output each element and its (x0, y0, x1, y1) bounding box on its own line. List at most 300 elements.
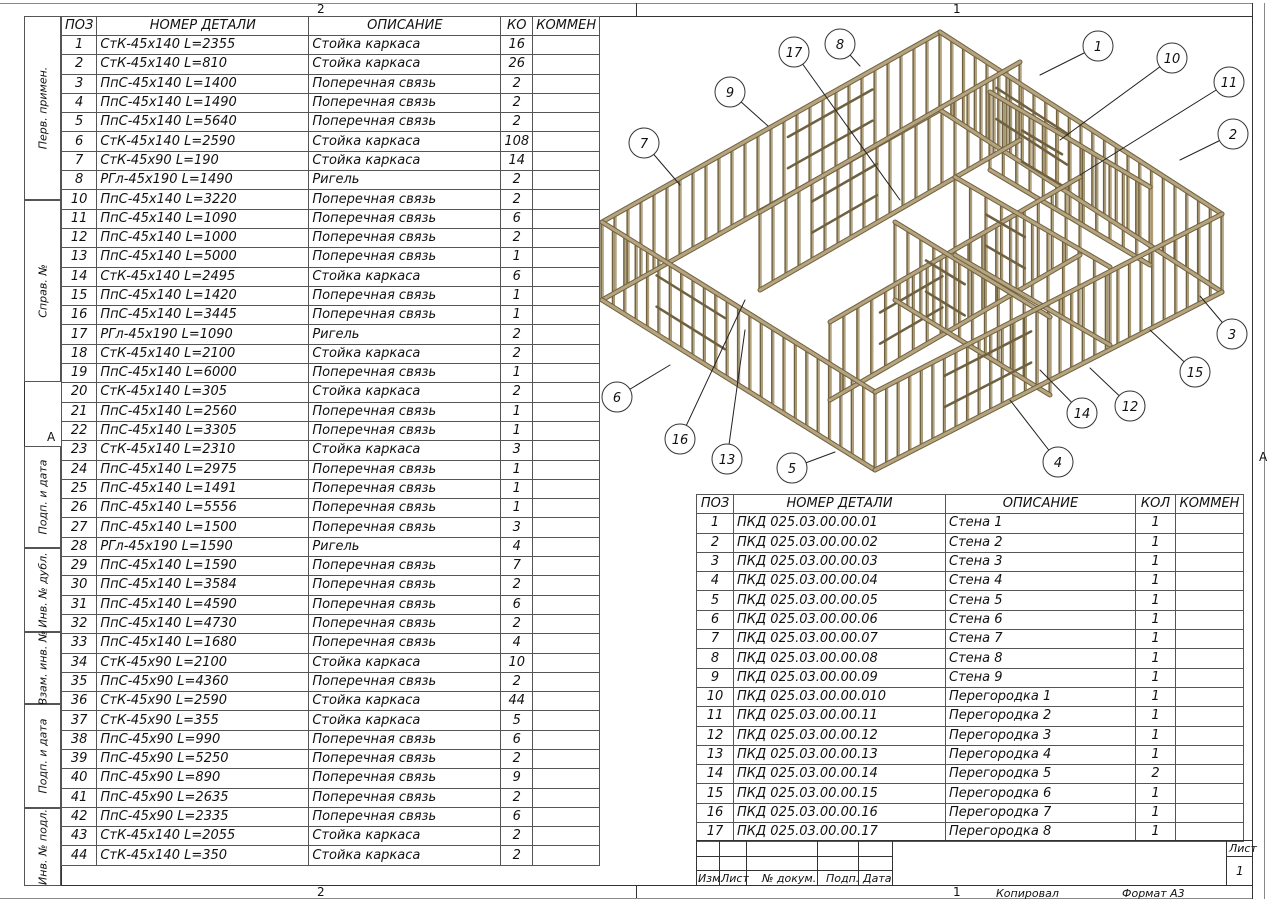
cell-description: Стена 8 (946, 649, 1136, 668)
cell-qty: 10 (501, 653, 533, 672)
cell-pos: 2 (697, 533, 734, 552)
cell-pos: 44 (62, 846, 97, 865)
cell-qty: 6 (501, 595, 533, 614)
cell-part-no: ПпС-45x140 L=3220 (97, 190, 309, 209)
cell-qty: 6 (501, 807, 533, 826)
cell-description: Стойка каркаса (309, 846, 501, 865)
cell-comment (533, 248, 600, 267)
cell-description: Стойка каркаса (309, 267, 501, 286)
side-label-ref-no: Справ. № (24, 200, 61, 382)
cell-comment (533, 132, 600, 151)
table-row (62, 711, 600, 730)
assembly-row (697, 649, 1244, 668)
cell-description: Поперечная связь (309, 248, 501, 267)
cell-description: Перегородка 3 (946, 726, 1136, 745)
table-row (62, 614, 600, 633)
cell-part-no: ПпС-45x140 L=5640 (97, 113, 309, 132)
callout-bubble (629, 128, 659, 158)
cell-comment (533, 267, 600, 286)
table-row (62, 132, 600, 151)
asm-col-description: ОПИСАНИЕ (946, 495, 1136, 514)
cell-pos: 8 (697, 649, 734, 668)
cell-qty: 44 (501, 692, 533, 711)
callout-number: 2 (1228, 128, 1238, 143)
cell-part-no: СтК-45x140 L=2055 (97, 827, 309, 846)
cell-pos: 38 (62, 730, 97, 749)
table-row (62, 479, 600, 498)
cell-qty: 2 (501, 113, 533, 132)
cell-part-no: ПпС-45x90 L=2335 (97, 807, 309, 826)
cell-description: Поперечная связь (309, 518, 501, 537)
cell-part-no: ПпС-45x140 L=1680 (97, 634, 309, 653)
callout-number: 15 (1186, 366, 1204, 381)
callout-number: 9 (725, 86, 735, 101)
zone-label-right: A (1259, 450, 1268, 464)
cell-pos: 22 (62, 421, 97, 440)
parts-table (61, 16, 600, 866)
table-row (62, 228, 600, 247)
cell-qty: 1 (1136, 572, 1176, 591)
callout-number: 12 (1121, 400, 1139, 415)
cell-description: Поперечная связь (309, 672, 501, 691)
cell-description: Стойка каркаса (309, 151, 501, 170)
cell-comment (533, 576, 600, 595)
callout-bubble (779, 37, 809, 67)
cell-qty: 1 (1136, 514, 1176, 533)
cell-qty: 1 (1136, 823, 1176, 842)
cell-description: Стойка каркаса (309, 441, 501, 460)
table-row (62, 730, 600, 749)
cell-comment (533, 171, 600, 190)
cell-description: Стена 4 (946, 572, 1136, 591)
cell-pos: 10 (697, 687, 734, 706)
cell-part-no: ПпС-45x140 L=1500 (97, 518, 309, 537)
cell-pos: 2 (62, 55, 97, 74)
callout-number: 7 (639, 137, 649, 152)
asm-col-part-no: НОМЕР ДЕТАЛИ (734, 495, 946, 514)
cell-part-no: ПКД 025.03.00.00.09 (734, 668, 946, 687)
cell-comment (533, 441, 600, 460)
cell-qty: 2 (501, 614, 533, 633)
cell-comment (533, 672, 600, 691)
table-row (62, 93, 600, 112)
cell-pos: 6 (697, 610, 734, 629)
table-row (62, 576, 600, 595)
cell-comment (1176, 591, 1244, 610)
cell-comment (533, 479, 600, 498)
cell-part-no: СтК-45x90 L=2590 (97, 692, 309, 711)
cell-qty: 2 (501, 93, 533, 112)
cell-part-no: ПпС-45x140 L=1420 (97, 286, 309, 305)
callout-number: 1 (1093, 40, 1103, 55)
cell-comment (533, 113, 600, 132)
cell-qty: 1 (501, 402, 533, 421)
cell-qty: 2 (501, 846, 533, 865)
side-label-dup-inv: Инв. № дубл. (24, 548, 61, 632)
cell-description: Поперечная связь (309, 228, 501, 247)
cell-description: Стена 7 (946, 630, 1136, 649)
cell-pos: 15 (697, 784, 734, 803)
cell-description: Перегородка 5 (946, 765, 1136, 784)
cell-comment (533, 769, 600, 788)
table-row (62, 190, 600, 209)
cell-description: Поперечная связь (309, 576, 501, 595)
cell-description: Поперечная связь (309, 74, 501, 93)
parts-table-body (62, 36, 600, 866)
cell-pos: 17 (697, 823, 734, 842)
cell-qty: 1 (1136, 726, 1176, 745)
cell-part-no: ПКД 025.03.00.00.010 (734, 687, 946, 706)
cell-comment (1176, 514, 1244, 533)
cell-part-no: РГл-45x190 L=1590 (97, 537, 309, 556)
cell-pos: 25 (62, 479, 97, 498)
cell-part-no: СтК-45x140 L=2590 (97, 132, 309, 151)
cell-qty: 3 (501, 518, 533, 537)
table-row (62, 325, 600, 344)
cell-pos: 10 (62, 190, 97, 209)
cell-qty: 3 (501, 441, 533, 460)
cell-qty: 108 (501, 132, 533, 151)
assembly-row (697, 823, 1244, 842)
cell-description: Стойка каркаса (309, 132, 501, 151)
cell-pos: 43 (62, 827, 97, 846)
cell-qty: 2 (501, 74, 533, 93)
cell-part-no: ПпС-45x140 L=2560 (97, 402, 309, 421)
cell-description: Стена 9 (946, 668, 1136, 687)
assembly-row (697, 533, 1244, 552)
cell-description: Перегородка 6 (946, 784, 1136, 803)
cell-pos: 13 (62, 248, 97, 267)
cell-qty: 2 (501, 672, 533, 691)
cell-pos: 4 (62, 93, 97, 112)
callout-bubble (1083, 31, 1113, 61)
table-row (62, 653, 600, 672)
callout-bubble (715, 77, 745, 107)
cell-description: Стойка каркаса (309, 653, 501, 672)
cell-qty: 4 (501, 634, 533, 653)
table-row (62, 171, 600, 190)
cell-description: Перегородка 8 (946, 823, 1136, 842)
table-row (62, 557, 600, 576)
cell-pos: 7 (62, 151, 97, 170)
table-row (62, 537, 600, 556)
cell-part-no: СтК-45x90 L=190 (97, 151, 309, 170)
cell-qty: 6 (501, 267, 533, 286)
tb-list: Лист (721, 872, 749, 885)
assembly-row (697, 687, 1244, 706)
cell-part-no: ПпС-45x140 L=1000 (97, 228, 309, 247)
cell-part-no: ПКД 025.03.00.00.11 (734, 707, 946, 726)
cell-comment (1176, 823, 1244, 842)
callout-number: 10 (1163, 52, 1181, 67)
cell-pos: 1 (697, 514, 734, 533)
cell-qty: 1 (1136, 803, 1176, 822)
cell-pos: 33 (62, 634, 97, 653)
callout-number: 17 (785, 46, 803, 61)
cell-qty: 1 (1136, 630, 1176, 649)
tb-izm: Изм. (698, 872, 724, 885)
cell-description: Поперечная связь (309, 209, 501, 228)
cell-pos: 16 (697, 803, 734, 822)
cell-pos: 23 (62, 441, 97, 460)
cell-description: Стена 1 (946, 514, 1136, 533)
cell-qty: 2 (501, 190, 533, 209)
cell-comment (533, 325, 600, 344)
cell-comment (1176, 668, 1244, 687)
cell-comment (533, 36, 600, 55)
cell-part-no: ПпС-45x140 L=2975 (97, 460, 309, 479)
cell-description: Стойка каркаса (309, 36, 501, 55)
cell-part-no: ПКД 025.03.00.00.15 (734, 784, 946, 803)
table-row (62, 286, 600, 305)
cell-part-no: ПКД 025.03.00.00.13 (734, 745, 946, 764)
assembly-row (697, 610, 1244, 629)
cell-qty: 6 (501, 730, 533, 749)
cell-comment (533, 190, 600, 209)
table-row (62, 267, 600, 286)
table-row (62, 769, 600, 788)
cell-qty: 2 (501, 344, 533, 363)
cell-description: Поперечная связь (309, 499, 501, 518)
cell-qty: 1 (501, 364, 533, 383)
cell-part-no: ПпС-45x90 L=990 (97, 730, 309, 749)
callout-number: 5 (787, 462, 797, 477)
assembly-row (697, 803, 1244, 822)
table-row (62, 209, 600, 228)
cell-part-no: РГл-45x190 L=1090 (97, 325, 309, 344)
cell-pos: 20 (62, 383, 97, 402)
cell-comment (1176, 784, 1244, 803)
cell-qty: 26 (501, 55, 533, 74)
cell-description: Стена 6 (946, 610, 1136, 629)
table-row (62, 846, 600, 865)
frame-member (1080, 82, 1229, 175)
cell-qty: 1 (1136, 745, 1176, 764)
cell-comment (533, 827, 600, 846)
side-label-orig-inv: Инв. № подл. (24, 808, 61, 886)
side-label-sign-date-2: Подп. и дата (24, 704, 61, 808)
callout-bubble (1157, 43, 1187, 73)
cell-comment (533, 55, 600, 74)
cell-pos: 27 (62, 518, 97, 537)
cell-part-no: ПпС-45x140 L=5000 (97, 248, 309, 267)
cell-part-no: СтК-45x90 L=2100 (97, 653, 309, 672)
cell-pos: 3 (62, 74, 97, 93)
cell-qty: 2 (501, 228, 533, 247)
cell-description: Ригель (309, 537, 501, 556)
cell-qty: 1 (501, 286, 533, 305)
cell-description: Поперечная связь (309, 788, 501, 807)
cell-part-no: ПКД 025.03.00.00.14 (734, 765, 946, 784)
cell-pos: 11 (62, 209, 97, 228)
cell-comment (533, 344, 600, 363)
cell-comment (533, 364, 600, 383)
assembly-row (697, 726, 1244, 745)
callout-bubble (665, 424, 695, 454)
cell-pos: 41 (62, 788, 97, 807)
cell-part-no: ПпС-45x90 L=2635 (97, 788, 309, 807)
col-header-comment: КОММЕН (533, 17, 600, 36)
frame-member (727, 330, 745, 459)
table-row (62, 344, 600, 363)
side-label-first-use: Перв. примен. (24, 16, 61, 200)
cell-part-no: СтК-45x90 L=355 (97, 711, 309, 730)
asm-col-comment: КОММЕН (1176, 495, 1244, 514)
cell-description: Стена 2 (946, 533, 1136, 552)
cell-pos: 31 (62, 595, 97, 614)
table-row (62, 692, 600, 711)
cell-comment (533, 634, 600, 653)
callout-bubble (1115, 391, 1145, 421)
cell-comment (533, 653, 600, 672)
cell-pos: 7 (697, 630, 734, 649)
cell-comment (533, 93, 600, 112)
cell-part-no: ПпС-45x140 L=4590 (97, 595, 309, 614)
callout-bubble (712, 444, 742, 474)
cell-part-no: ПКД 025.03.00.00.17 (734, 823, 946, 842)
cell-comment (533, 383, 600, 402)
cell-pos: 6 (62, 132, 97, 151)
cell-qty: 1 (1136, 533, 1176, 552)
cell-part-no: ПКД 025.03.00.00.04 (734, 572, 946, 591)
cell-description: Поперечная связь (309, 614, 501, 633)
cell-pos: 12 (697, 726, 734, 745)
callout-bubble (1180, 357, 1210, 387)
cell-description: Стойка каркаса (309, 692, 501, 711)
cell-qty: 1 (501, 479, 533, 498)
cell-qty: 1 (1136, 668, 1176, 687)
cell-comment (1176, 803, 1244, 822)
cell-part-no: СтК-45x140 L=350 (97, 846, 309, 865)
table-row (62, 306, 600, 325)
col-header-pos: ПОЗ (62, 17, 97, 36)
tb-date: Дата (863, 872, 892, 885)
col-header-part-no: НОМЕР ДЕТАЛИ (97, 17, 309, 36)
cell-qty: 2 (501, 325, 533, 344)
cell-description: Поперечная связь (309, 634, 501, 653)
assembly-row (697, 784, 1244, 803)
cell-qty: 2 (501, 383, 533, 402)
table-row (62, 634, 600, 653)
side-label-repl-inv: Взам. инв. № (24, 632, 61, 704)
cell-qty: 1 (1136, 591, 1176, 610)
cell-comment (533, 228, 600, 247)
cell-qty: 9 (501, 769, 533, 788)
cell-pos: 4 (697, 572, 734, 591)
cell-pos: 5 (62, 113, 97, 132)
cell-part-no: ПКД 025.03.00.00.01 (734, 514, 946, 533)
cell-pos: 37 (62, 711, 97, 730)
cell-qty: 4 (501, 537, 533, 556)
cell-comment (533, 306, 600, 325)
cell-pos: 5 (697, 591, 734, 610)
cell-description: Стена 3 (946, 552, 1136, 571)
cell-qty: 2 (501, 171, 533, 190)
cell-description: Поперечная связь (309, 421, 501, 440)
cell-qty: 2 (501, 749, 533, 768)
cell-comment (1176, 610, 1244, 629)
cell-description: Поперечная связь (309, 190, 501, 209)
cell-comment (533, 711, 600, 730)
cell-part-no: ПКД 025.03.00.00.05 (734, 591, 946, 610)
callout-bubble (1043, 447, 1073, 477)
table-row (62, 827, 600, 846)
cell-qty: 1 (501, 499, 533, 518)
frame-bottom (61, 885, 1253, 886)
cell-comment (533, 537, 600, 556)
assembly-row (697, 707, 1244, 726)
cell-part-no: СтК-45x140 L=810 (97, 55, 309, 74)
cell-description: Стойка каркаса (309, 827, 501, 846)
cell-pos: 32 (62, 614, 97, 633)
parts-table-header (62, 17, 600, 36)
cell-pos: 13 (697, 745, 734, 764)
cell-comment (533, 807, 600, 826)
callout-number: 3 (1227, 328, 1237, 343)
cell-pos: 36 (62, 692, 97, 711)
tb-doc-no: № докум. (762, 872, 817, 885)
table-row (62, 595, 600, 614)
cell-pos: 28 (62, 537, 97, 556)
cell-qty: 1 (501, 421, 533, 440)
tb-copied: Копировал (996, 887, 1059, 900)
house-frame-isometric (596, 0, 1276, 490)
table-row (62, 807, 600, 826)
cell-pos: 11 (697, 707, 734, 726)
side-label-sign-date-1: Подп. и дата (24, 446, 61, 548)
cell-pos: 14 (62, 267, 97, 286)
cell-comment (1176, 572, 1244, 591)
col-header-qty: КО (501, 17, 533, 36)
cell-part-no: ПпС-45x90 L=890 (97, 769, 309, 788)
cell-description: Перегородка 2 (946, 707, 1136, 726)
cell-description: Поперечная связь (309, 730, 501, 749)
cell-pos: 1 (62, 36, 97, 55)
callout-bubble (1067, 398, 1097, 428)
cell-qty: 2 (501, 576, 533, 595)
callout-bubble (1217, 319, 1247, 349)
zone-strip-bottom (0, 898, 1252, 899)
zone-label-bottom-left: 2 (317, 885, 325, 899)
cell-description: Поперечная связь (309, 93, 501, 112)
cell-description: Перегородка 1 (946, 687, 1136, 706)
cell-part-no: ПпС-45x90 L=5250 (97, 749, 309, 768)
callout-number: 13 (718, 453, 736, 468)
table-row (62, 749, 600, 768)
cell-pos: 12 (62, 228, 97, 247)
callout-bubble (1218, 119, 1248, 149)
cell-description: Ригель (309, 325, 501, 344)
cell-description: Перегородка 7 (946, 803, 1136, 822)
cell-qty: 1 (1136, 552, 1176, 571)
cell-comment (533, 402, 600, 421)
cell-qty: 7 (501, 557, 533, 576)
cell-description: Поперечная связь (309, 557, 501, 576)
cell-comment (1176, 707, 1244, 726)
cell-pos: 9 (697, 668, 734, 687)
cell-part-no: ПпС-45x140 L=4730 (97, 614, 309, 633)
cell-part-no: ПКД 025.03.00.00.08 (734, 649, 946, 668)
assembly-row (697, 514, 1244, 533)
cell-pos: 8 (62, 171, 97, 190)
cell-qty: 2 (501, 788, 533, 807)
cell-comment (1176, 687, 1244, 706)
zone-tick-bottom (636, 885, 637, 898)
cell-part-no: ПКД 025.03.00.00.07 (734, 630, 946, 649)
zone-label-bottom-right: 1 (953, 885, 961, 899)
cell-part-no: ПпС-45x140 L=1491 (97, 479, 309, 498)
cell-part-no: СтК-45x140 L=2100 (97, 344, 309, 363)
